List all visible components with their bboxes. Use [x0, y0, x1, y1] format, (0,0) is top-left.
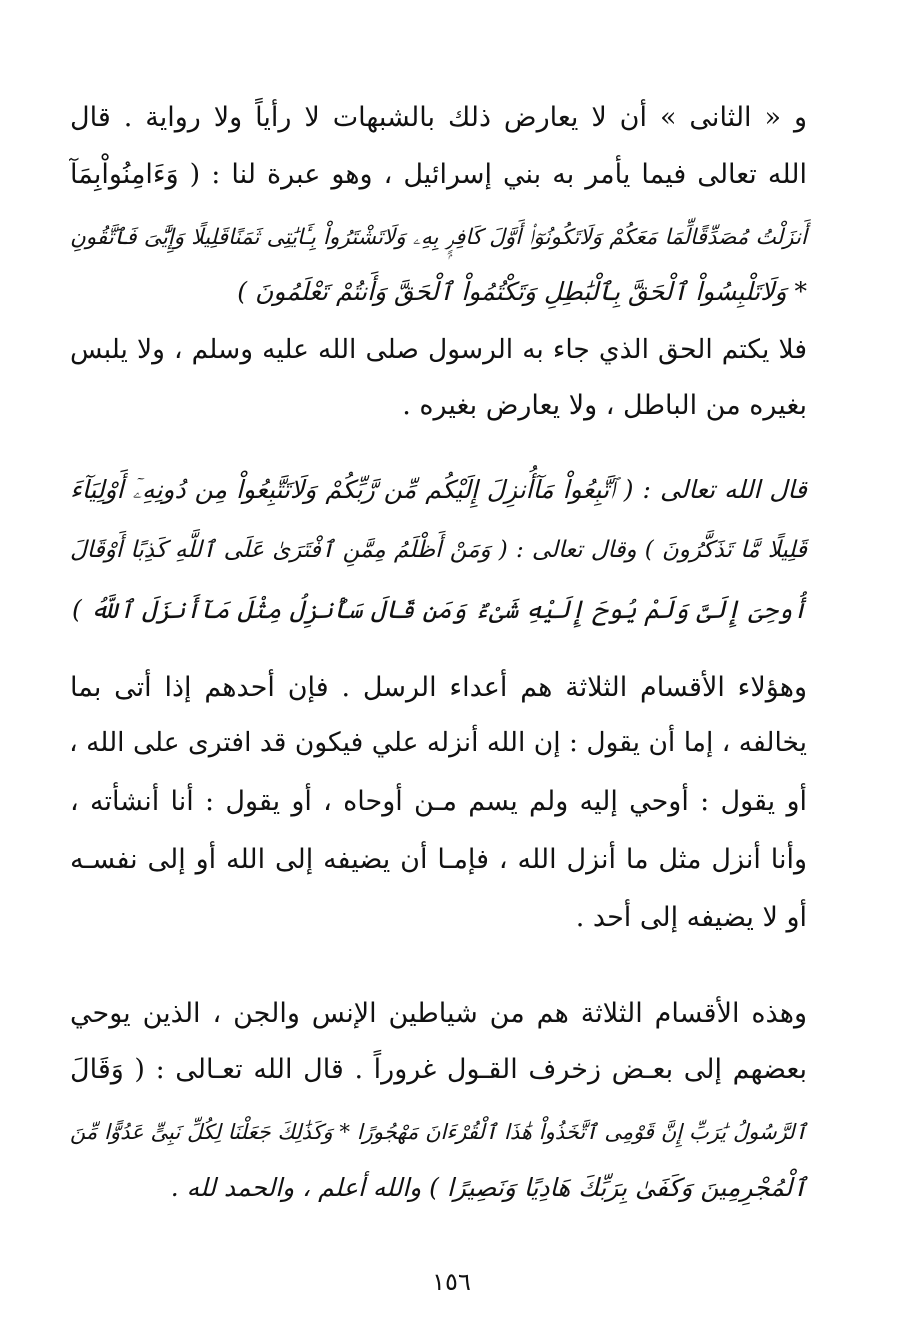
text-line: بغيره من الباطل ، ولا يعارض بغيره . — [402, 390, 807, 421]
text-line: و « الثانى » أن لا يعارض ذلك بالشبهات لا رأياً ولا رواية . قال — [70, 102, 807, 133]
quran-verse-line: * وَلَاتَلْبِسُواْ ٱلْحَقَّ بِٱلْبَٰطِلِ وَتَكْتُمُواْ ٱلْحَقَّ وَأَنتُمْ تَعْلَمُونَ ) — [237, 277, 807, 306]
text-line: وهؤلاء الأقسام الثلاثة هم أعداء الرسل . فإن أحدهم إذا أتى بما — [70, 672, 807, 703]
quran-verse-line: أَنزَلْتُ مُصَدِّقًالِّمَا مَعَكُمْ وَلَاتَكُونُوٓا۟ أَوَّلَ كَافِرٍۭ بِهِۦ وَلَاتَشْتَرُواْ بِـَٔايَٰتِى ثَمَنًاقَلِيلًا وَإِيَّٰىَ فَٱتَّقُونِ — [70, 225, 807, 250]
text-line: الله تعالى فيما يأمر به بني إسرائيل ، وهو عبرة لنا : ( وَءَامِنُواْبِمَآ — [70, 159, 807, 190]
quran-verse-line: قَلِيلًا مَّا تَذَكَّرُونَ ) وقال تعالى : ( وَمَنْ أَظْلَمُ مِمَّنِ ٱفْتَرَىٰ عَلَى ٱللَّهِ كَذِبًا أَوْقَالَ — [70, 537, 807, 563]
text-line: بعضهم إلى بعـض زخرف القـول غروراً . قال الله تعـالى : ( وَقَالَ — [70, 1054, 807, 1085]
text-line: يخالفه ، إما أن يقول : إن الله أنزله علي فيكون قد افترى على الله ، — [69, 727, 807, 758]
text-line: أو لا يضيفه إلى أحد . — [575, 902, 807, 933]
text-line: فلا يكتم الحق الذي جاء به الرسول صلى الله عليه وسلم ، ولا يلبس — [70, 334, 807, 365]
quran-verse-line: ٱلرَّسُولُ يَٰرَبِّ إِنَّ قَوْمِى ٱتَّخَذُواْ هَٰذَا ٱلْقُرْءَانَ مَهْجُورًا * وَكَذَٰلِكَ جَعَلْنَا لِكُلِّ نَبِىٍّ عَدُوًّا مِّنَ — [70, 1120, 807, 1144]
page-number: ١٥٦ — [432, 1268, 471, 1296]
quran-verse-line: ٱلْمُجْرِمِينَ وَكَفَىٰ بِرَبِّكَ هَادِيًا وَنَصِيرًا ) والله أعلم ، والحمد لله . — [170, 1173, 807, 1202]
text-line: أو يقول : أوحي إليه ولم يسم مـن أوحاه ، أو يقول : أنا أنشأته ، — [70, 786, 807, 817]
quran-verse-line: أُوحِىَ إِلَىَّ وَلَمْ يُوحَ إِلَيْهِ شَىْءٌ وَمَن قَالَ سَأُنزِلُ مِثْلَ مَآأَنزَلَ ٱللَّهُ ) — [72, 595, 807, 624]
text-line: وهذه الأقسام الثلاثة هم من شياطين الإنس والجن ، الذين يوحي — [70, 998, 807, 1029]
quran-verse-line: قال الله تعالى : ( ٱتَّبِعُواْ مَآأُنزِلَ إِلَيْكُم مِّن رَّبِّكُمْ وَلَاتَتَّبِعُواْ مِن دُونِهِۦٓ أَوْلِيَآءَ — [70, 475, 807, 504]
text-line: وأنا أنزل مثل ما أنزل الله ، فإمـا أن يضيفه إلى الله أو إلى نفسـه — [70, 844, 807, 875]
